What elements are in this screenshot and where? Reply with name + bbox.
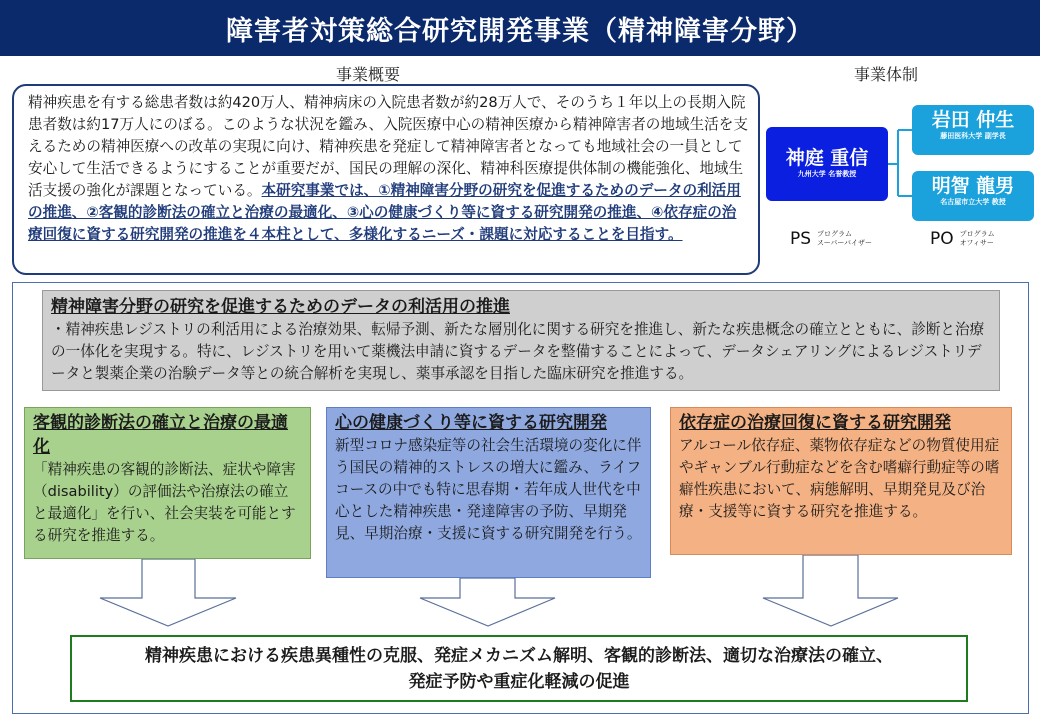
outcome-line-1: 精神疾患における疾患異種性の克服、発症メカニズム解明、客観的診断法、適切な治療法の確立、 — [145, 646, 893, 666]
pillar-mental-health-title: 心の健康づくり等に資する研究開発 — [335, 413, 607, 433]
page-title: 障害者対策総合研究開発事業（精神障害分野） — [0, 0, 1040, 56]
po2-affiliation: 名古屋市立大学 教授 — [940, 198, 1006, 206]
po-role-desc-2: オフィサー — [959, 239, 994, 247]
data-box-body: ・精神疾患レジストリの利活用による治療効果、転帰予測、新たな層別化に関する研究を推進し、新たな疾患概念の確立とともに、診断と治療の一体化を実現する。特に、レジストリを用いて薬機法申請に資するデータを整備することによって、データシェアリングによるレジストリデータと製薬企業の治験データ等との統合解析を実現し、薬事承認を目指した臨床研究を推進する。 — [51, 321, 985, 382]
overview-label: 事業概要 — [336, 65, 401, 84]
pillar-addiction-title: 依存症の治療回復に資する研究開発 — [679, 413, 951, 433]
ps-card — [766, 127, 888, 201]
pillar-mental-health-body: 新型コロナ感染症等の社会生活環境の変化に伴う国民の精神的ストレスの増大に鑑み、ライフコースの中でも特に思春期・若年成人世代を中心とした精神疾患・発達障害の予防、早期発見、早期治療・支援に資する研究開発を行う。 — [335, 437, 642, 542]
ps-role-desc-2: スーパーバイザー — [817, 239, 872, 247]
po-role-desc — [960, 230, 995, 248]
po-role-desc-1: プログラム — [959, 230, 995, 238]
po-role — [930, 229, 995, 249]
ps-role-abbr: PS — [790, 229, 812, 249]
overview-emphasis: 本研究事業では、①精神障害分野の研究を促進するためのデータの利活用の推進、②客観的診断法の確立と治療の最適化、③心の健康づくり等に資する研究開発の推進、④依存症の治療回復に資する研究開発の推進を４本柱として、多様化するニーズ・課題に対応することを目指す。 — [28, 182, 741, 243]
po2-name: 明智 龍男 — [931, 175, 1015, 197]
ps-affiliation: 九州大学 名誉教授 — [797, 170, 857, 178]
po-role-abbr: PO — [930, 229, 954, 249]
overview-text: 精神疾患を有する総患者数は約420万人、精神病床の入院患者数が約28万人で、そのうち１年以上の長期入院患者数は約17万人にのぼる。このような状況を鑑み、入院医療中心の精神医療から精神障害者の地域生活を支えるための精神医療への改革の実現に向け、精神疾患を発症して精神障害者となっても地域社会の一員として安心して生活できるようにすることが重要だが、国民の理解の深化、精神科医療提供体制の機能強化、地域生活支援の強化が課題となっている。 — [28, 94, 748, 199]
ps-name: 神庭 重信 — [785, 147, 869, 169]
ps-role-desc-1: プログラム — [817, 230, 852, 238]
pillar-addiction — [670, 407, 1012, 555]
po-card-1 — [912, 105, 1034, 155]
ps-role-desc — [817, 230, 872, 248]
pillar-diagnosis-body: 「精神疾患の客観的診断法、症状や障害（disability）の評価法や治療法の確立と最適化」を行い、社会実装を可能とする研究を推進する。 — [33, 461, 296, 544]
outcome-line-2: 発症予防や重症化軽減の促進 — [408, 672, 630, 692]
data-utilization-box — [42, 290, 1000, 391]
data-box-title: 精神障害分野の研究を促進するためのデータの利活用の推進 — [51, 297, 510, 317]
po1-name: 岩田 仲生 — [931, 109, 1015, 131]
structure-connectors — [888, 130, 912, 196]
po-card-2 — [912, 171, 1034, 221]
outcome-box — [70, 635, 968, 702]
pillar-mental-health — [326, 407, 651, 578]
pillar-addiction-body: アルコール依存症、薬物依存症などの物質使用症やギャンブル行動症などを含む嗜癖行動症等の嗜癖性疾患において、病態解明、早期発見及び治療・支援等に資する研究を推進する。 — [679, 437, 1000, 520]
ps-role — [790, 229, 872, 249]
po1-affiliation: 藤田医科大学 副学長 — [940, 132, 1006, 140]
structure-label: 事業体制 — [854, 65, 919, 84]
pillar-diagnosis-title: 客観的診断法の確立と治療の最適化 — [33, 413, 288, 457]
pillar-diagnosis — [24, 407, 311, 559]
